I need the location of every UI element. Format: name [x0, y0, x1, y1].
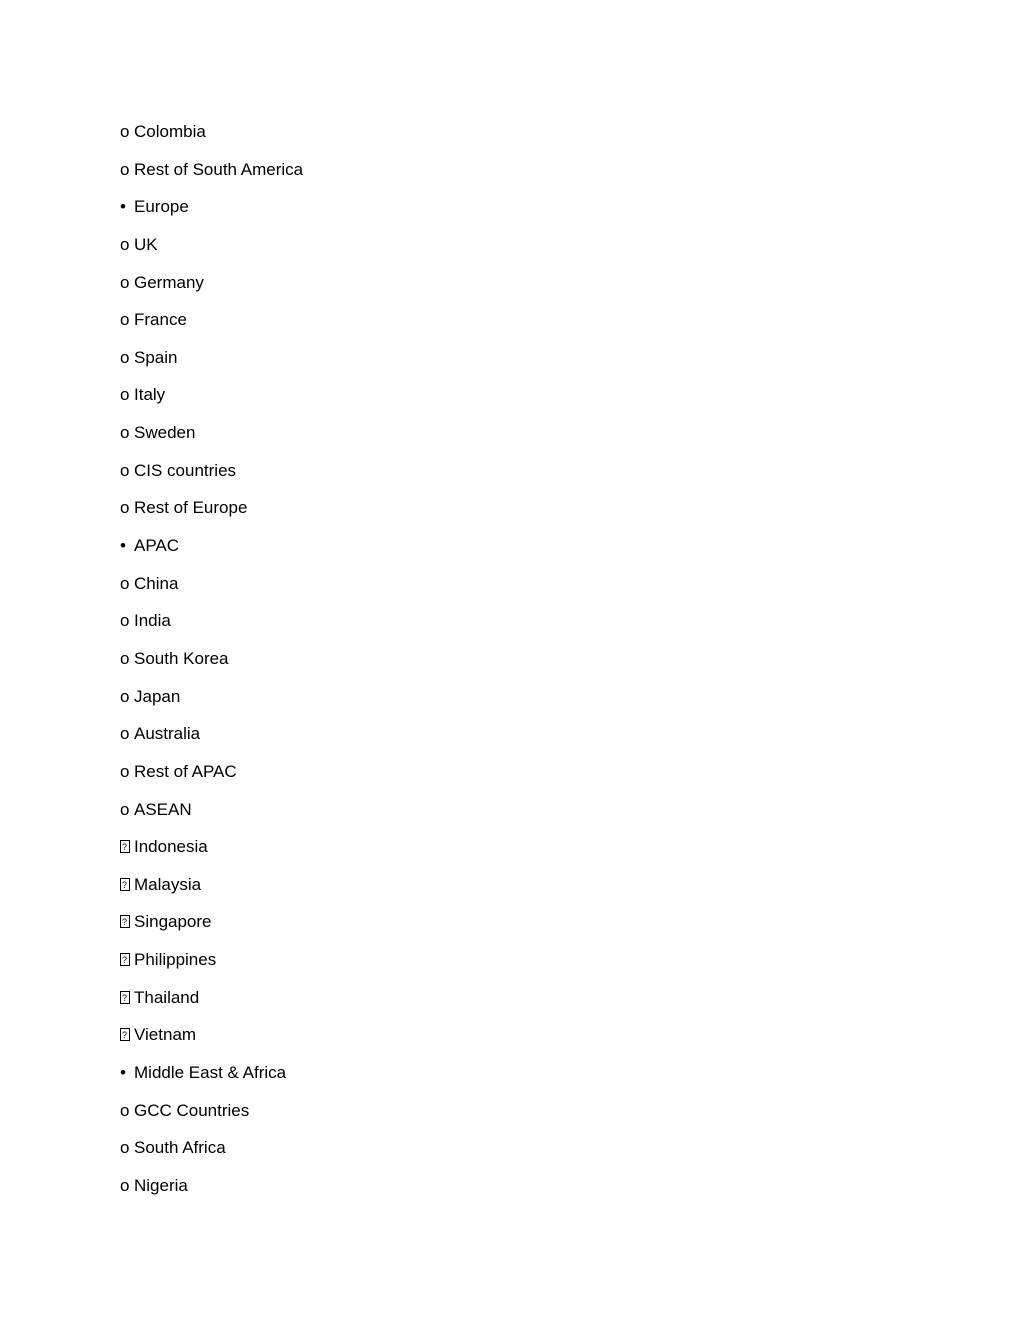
list-item [120, 909, 303, 947]
list-item [120, 270, 303, 308]
list-marker: o [120, 611, 130, 631]
list-item-text: Vietnam [134, 1025, 197, 1045]
list-item-text: Malaysia [134, 874, 202, 894]
list-item [120, 1060, 303, 1098]
list-item [120, 1022, 303, 1060]
list-item [120, 533, 303, 571]
list-item-text: GCC Countries [134, 1100, 250, 1120]
missing-glyph-icon [120, 840, 130, 853]
list-marker: o [120, 799, 130, 819]
list-item-text: APAC [134, 536, 180, 556]
missing-glyph-icon [120, 953, 130, 966]
list-item [120, 345, 303, 383]
missing-glyph-icon [120, 915, 130, 928]
list-item [120, 947, 303, 985]
list-item [120, 382, 303, 420]
list-item-text: UK [134, 234, 158, 254]
list-item-text: Europe [134, 197, 189, 217]
list-marker: o [120, 648, 130, 668]
list-marker: • [120, 197, 126, 217]
list-marker: o [120, 724, 130, 744]
list-item-text: South Africa [134, 1138, 226, 1158]
list-item-text: South Korea [134, 648, 229, 668]
list-marker: o [120, 1175, 130, 1195]
list-marker: o [120, 573, 130, 593]
list-item [120, 797, 303, 835]
list-marker: o [120, 310, 130, 330]
list-item-text: Italy [134, 385, 166, 405]
list-item-text: Thailand [134, 987, 200, 1007]
list-item-text: Spain [134, 347, 178, 367]
list-marker: o [120, 159, 130, 179]
list-item-text: Australia [134, 724, 201, 744]
list-marker: o [120, 272, 130, 292]
list-item-text: France [134, 310, 187, 330]
list-item [120, 759, 303, 797]
list-item-text: Rest of Europe [134, 498, 248, 518]
list-item-text: Philippines [134, 950, 217, 970]
list-item-text: Japan [134, 686, 181, 706]
list-item-text: Colombia [134, 122, 206, 141]
list-item [120, 571, 303, 609]
list-item [120, 985, 303, 1023]
list-marker: o [120, 1100, 130, 1120]
list-marker: • [120, 536, 126, 556]
list-item-text: India [134, 611, 171, 631]
list-marker: o [120, 498, 130, 518]
list-marker: o [120, 686, 130, 706]
list-item [120, 157, 303, 195]
list-marker: o [120, 460, 130, 480]
list-item [120, 194, 303, 232]
list-item-text: Nigeria [134, 1175, 188, 1195]
list-item [120, 608, 303, 646]
list-marker: o [120, 122, 130, 141]
list-item-text: Rest of South America [134, 159, 304, 179]
list-item-text: China [134, 573, 179, 593]
list-item-text: Germany [134, 272, 204, 292]
list-item-text: Indonesia [134, 837, 208, 857]
list-item [120, 119, 303, 157]
list-item [120, 834, 303, 872]
list-item-text: ASEAN [134, 799, 192, 819]
list-item [120, 307, 303, 345]
list-item-text: Middle East & Africa [134, 1063, 287, 1083]
region-list [120, 119, 303, 1211]
list-item [120, 1173, 303, 1211]
list-marker: o [120, 234, 130, 254]
list-item [120, 872, 303, 910]
list-marker: o [120, 423, 130, 443]
list-marker: o [120, 761, 130, 781]
missing-glyph-icon [120, 878, 130, 891]
list-item [120, 646, 303, 684]
list-item [120, 458, 303, 496]
list-item [120, 495, 303, 533]
list-item-text: Rest of APAC [134, 761, 237, 781]
list-marker: o [120, 385, 130, 405]
list-marker: o [120, 1138, 130, 1158]
list-item [120, 420, 303, 458]
list-item [120, 721, 303, 759]
list-item [120, 1135, 303, 1173]
list-item-text: Singapore [134, 912, 212, 932]
list-item-text: CIS countries [134, 460, 237, 480]
list-item [120, 1098, 303, 1136]
list-item [120, 232, 303, 270]
list-marker: o [120, 347, 130, 367]
list-item-text: Sweden [134, 423, 196, 443]
list-marker: • [120, 1063, 126, 1083]
missing-glyph-icon [120, 1028, 130, 1041]
list-item [120, 684, 303, 722]
missing-glyph-icon [120, 991, 130, 1004]
